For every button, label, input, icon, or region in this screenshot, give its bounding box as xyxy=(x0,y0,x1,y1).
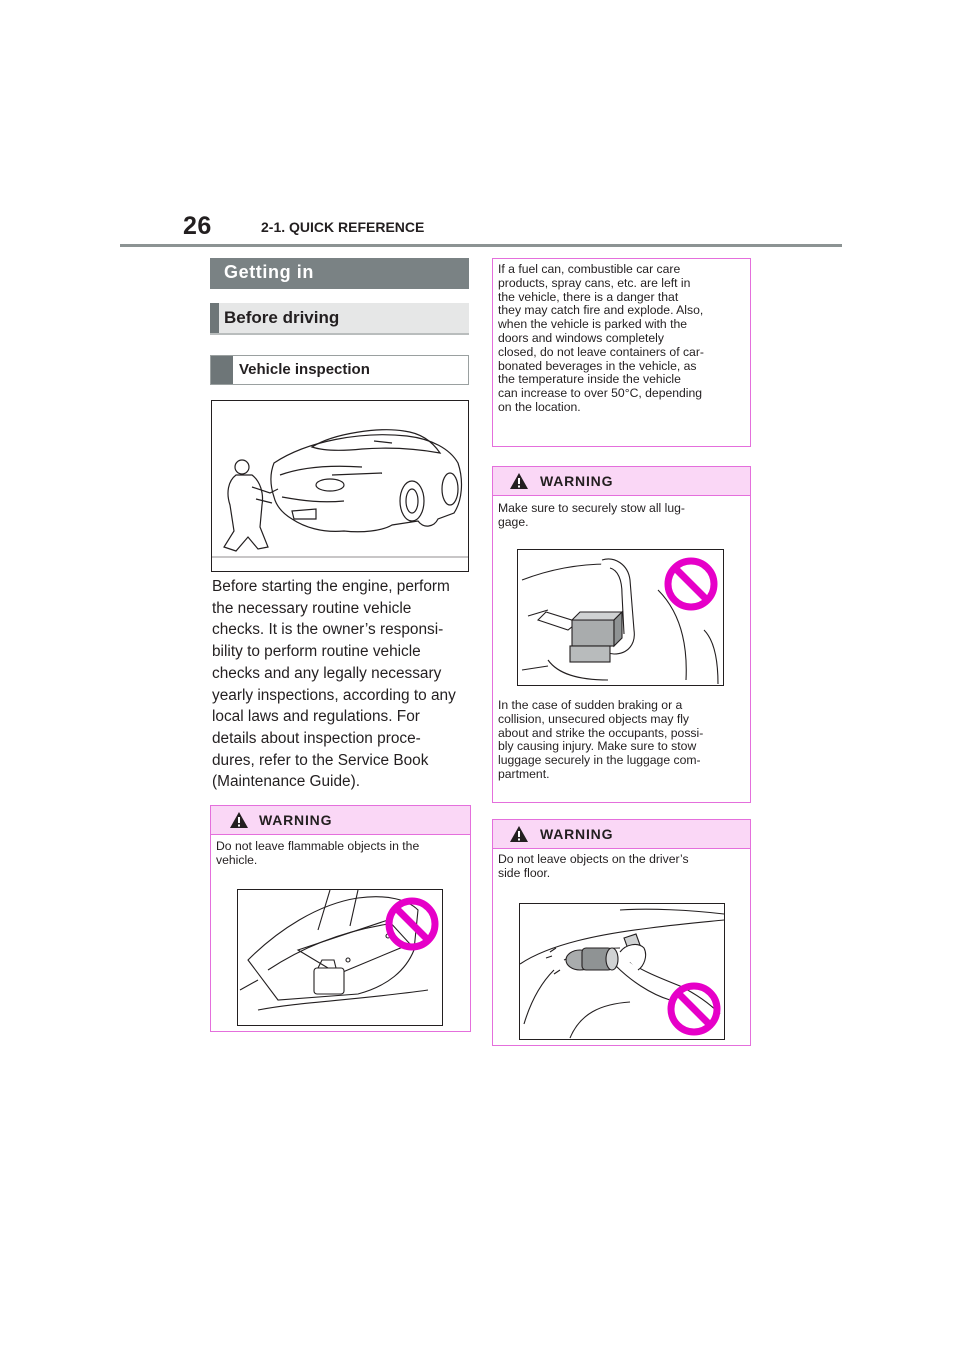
warning-triangle-icon xyxy=(509,472,529,490)
body-line: (Maintenance Guide). xyxy=(212,773,360,791)
vehicle-inspection-illustration xyxy=(211,400,469,572)
header-rule xyxy=(120,244,842,247)
sub-title-bar xyxy=(210,303,469,335)
warning-box-driver-floor xyxy=(492,819,751,1046)
item-title: Vehicle inspection xyxy=(239,361,370,378)
warning-text: Make sure to securely stow all lug- gage. xyxy=(498,501,685,529)
section-title: 2-1. QUICK REFERENCE xyxy=(261,219,425,235)
page-number: 26 xyxy=(183,212,212,240)
prohibition-icon xyxy=(666,981,722,1037)
warning-triangle-icon xyxy=(229,811,249,829)
warning-box-luggage xyxy=(492,466,751,803)
warning-text: Do not leave flammable objects in the vehicle. xyxy=(216,839,420,867)
body-line: the necessary routine vehicle xyxy=(212,599,412,617)
warning-triangle-icon xyxy=(509,825,529,843)
warning-header xyxy=(211,806,470,835)
driver-floor-illustration xyxy=(519,903,725,1040)
warning-header xyxy=(493,820,750,849)
seat-luggage-illustration xyxy=(517,549,724,686)
warning-box-flammable xyxy=(210,805,471,1032)
main-title-bar xyxy=(210,258,469,289)
main-title: Getting in xyxy=(224,262,314,282)
sub-title: Before driving xyxy=(224,308,340,327)
prohibition-icon xyxy=(663,556,719,612)
prohibition-icon xyxy=(384,896,440,952)
trunk-illustration xyxy=(237,889,443,1026)
body-line: yearly inspections, according to any xyxy=(212,686,456,704)
body-line: checks and any legally necessary xyxy=(212,664,442,682)
warning-header xyxy=(493,467,750,496)
body-line: Before starting the engine, perform xyxy=(212,578,450,595)
body-line: bility to perform routine vehicle xyxy=(212,643,421,661)
body-paragraph xyxy=(212,576,472,793)
body-line: details about inspection proce- xyxy=(212,729,421,747)
body-line: checks. It is the owner’s responsi- xyxy=(212,621,444,639)
warning-label: WARNING xyxy=(259,812,333,828)
warning-box-continuation xyxy=(492,258,751,447)
body-line: dures, refer to the Service Book xyxy=(212,751,429,769)
warning-followup-text: In the case of sudden braking or a collision, unsecured objects may fly about and strike the occupants, possi- bly causing injury. Make sure to stow luggage securely in the luggage com- partment. xyxy=(498,698,704,781)
warning-label: WARNING xyxy=(540,473,614,489)
item-title-bar xyxy=(210,355,469,385)
warning-label: WARNING xyxy=(540,826,614,842)
warning-continuation-text: If a fuel can, combustible car care products, spray cans, etc. are left in the vehicle, there is a danger that they may catch fire and explode. Also, when the vehicle is parked with the doors and windows completely closed, do not leave containers of car- bonated beverages in the vehicle, as the temperature inside the vehicle can increase to over 50°C, depending on the location. xyxy=(498,262,704,414)
warning-text: Do not leave objects on the driver’s side floor. xyxy=(498,852,689,880)
body-line: local laws and regulations. For xyxy=(212,708,420,726)
